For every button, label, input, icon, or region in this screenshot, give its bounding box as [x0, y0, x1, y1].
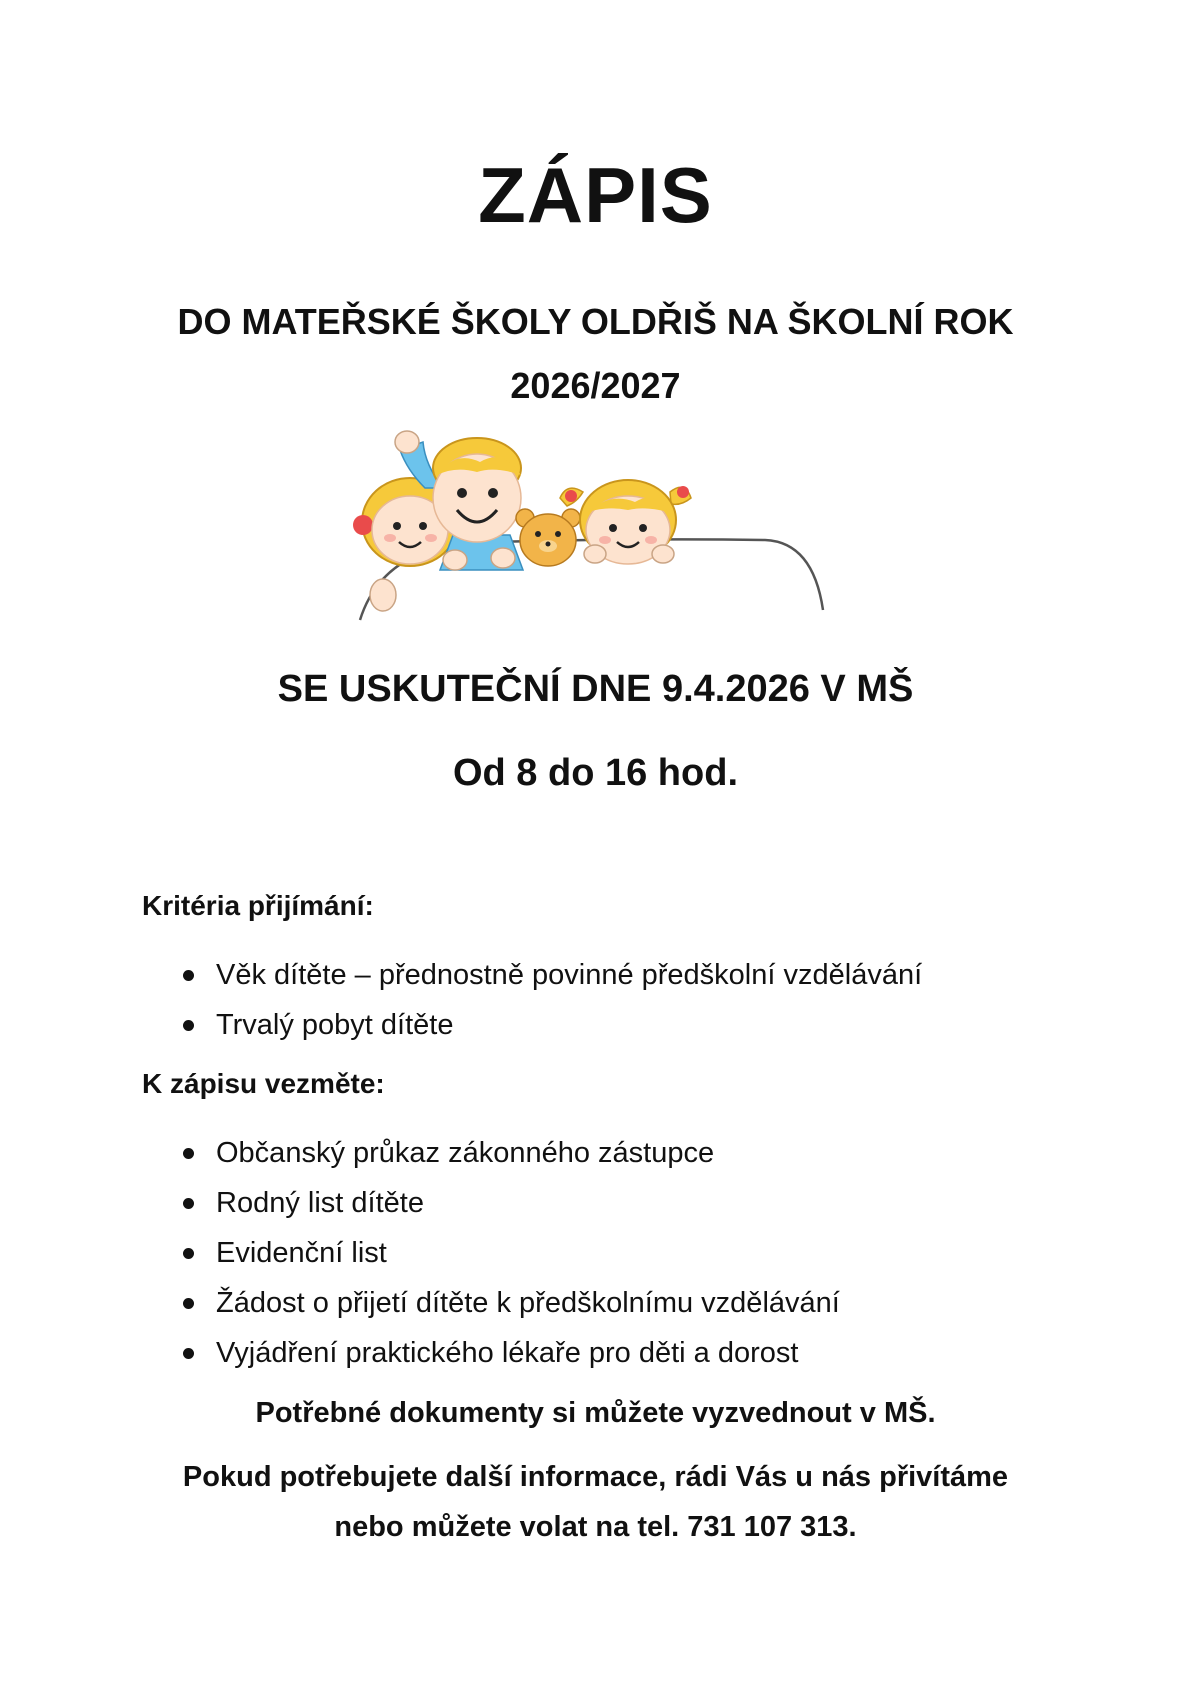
bullet-icon [183, 1020, 194, 1031]
bullet-icon [183, 1298, 194, 1309]
list-item-text: Věk dítěte – přednostně povinné předškolní vzdělávání [216, 959, 923, 991]
teddy-bear-figure [516, 509, 580, 566]
list-item [180, 1000, 922, 1050]
list-item-text: Žádost o přijetí dítěte k předškolnímu vzdělávání [216, 1287, 840, 1319]
list-item [180, 950, 922, 1000]
criteria-heading: Kritéria přijímání: [142, 890, 374, 921]
list-item-text: Trvalý pobyt dítěte [216, 1009, 454, 1041]
list-item-text: Rodný list dítěte [216, 1187, 424, 1219]
info-note-line-1: Pokud potřebujete další informace, rádi Vás u nás přivítáme [182, 1461, 1009, 1493]
bullet-icon [183, 1148, 194, 1159]
list-item-text: Občanský průkaz zákonného zástupce [216, 1137, 715, 1169]
list-item [180, 1328, 840, 1378]
bring-heading: K zápisu vezměte: [142, 1068, 385, 1099]
list-item [180, 1228, 840, 1278]
bring-list [180, 1128, 840, 1378]
documents-note: Potřebné dokumenty si můžete vyzvednout v MŠ. [255, 1397, 936, 1429]
bullet-icon [183, 1348, 194, 1359]
bullet-icon [183, 1198, 194, 1209]
bullet-icon [183, 970, 194, 981]
subtitle-line-1: DO MATEŘSKÉ ŠKOLY OLDŘIŠ NA ŠKOLNÍ ROK [177, 301, 1014, 342]
event-date: SE USKUTEČNÍ DNE 9.4.2026 V MŠ [277, 668, 914, 710]
subtitle-line-2: 2026/2027 [510, 365, 681, 406]
event-time: Od 8 do 16 hod. [452, 752, 739, 794]
criteria-list [180, 950, 922, 1050]
page-subtitle [0, 290, 1191, 418]
list-item-text: Evidenční list [216, 1237, 387, 1269]
children-peeking-illustration [345, 430, 865, 645]
page-title: ZÁPIS [478, 151, 713, 239]
info-note [0, 1452, 1191, 1552]
list-item [180, 1128, 840, 1178]
info-note-line-2: nebo můžete volat na tel. 731 107 313. [334, 1511, 857, 1543]
list-item [180, 1178, 840, 1228]
list-item [180, 1278, 840, 1328]
list-item-text: Vyjádření praktického lékaře pro děti a dorost [216, 1337, 799, 1369]
girl-right-figure [560, 480, 691, 564]
bullet-icon [183, 1248, 194, 1259]
